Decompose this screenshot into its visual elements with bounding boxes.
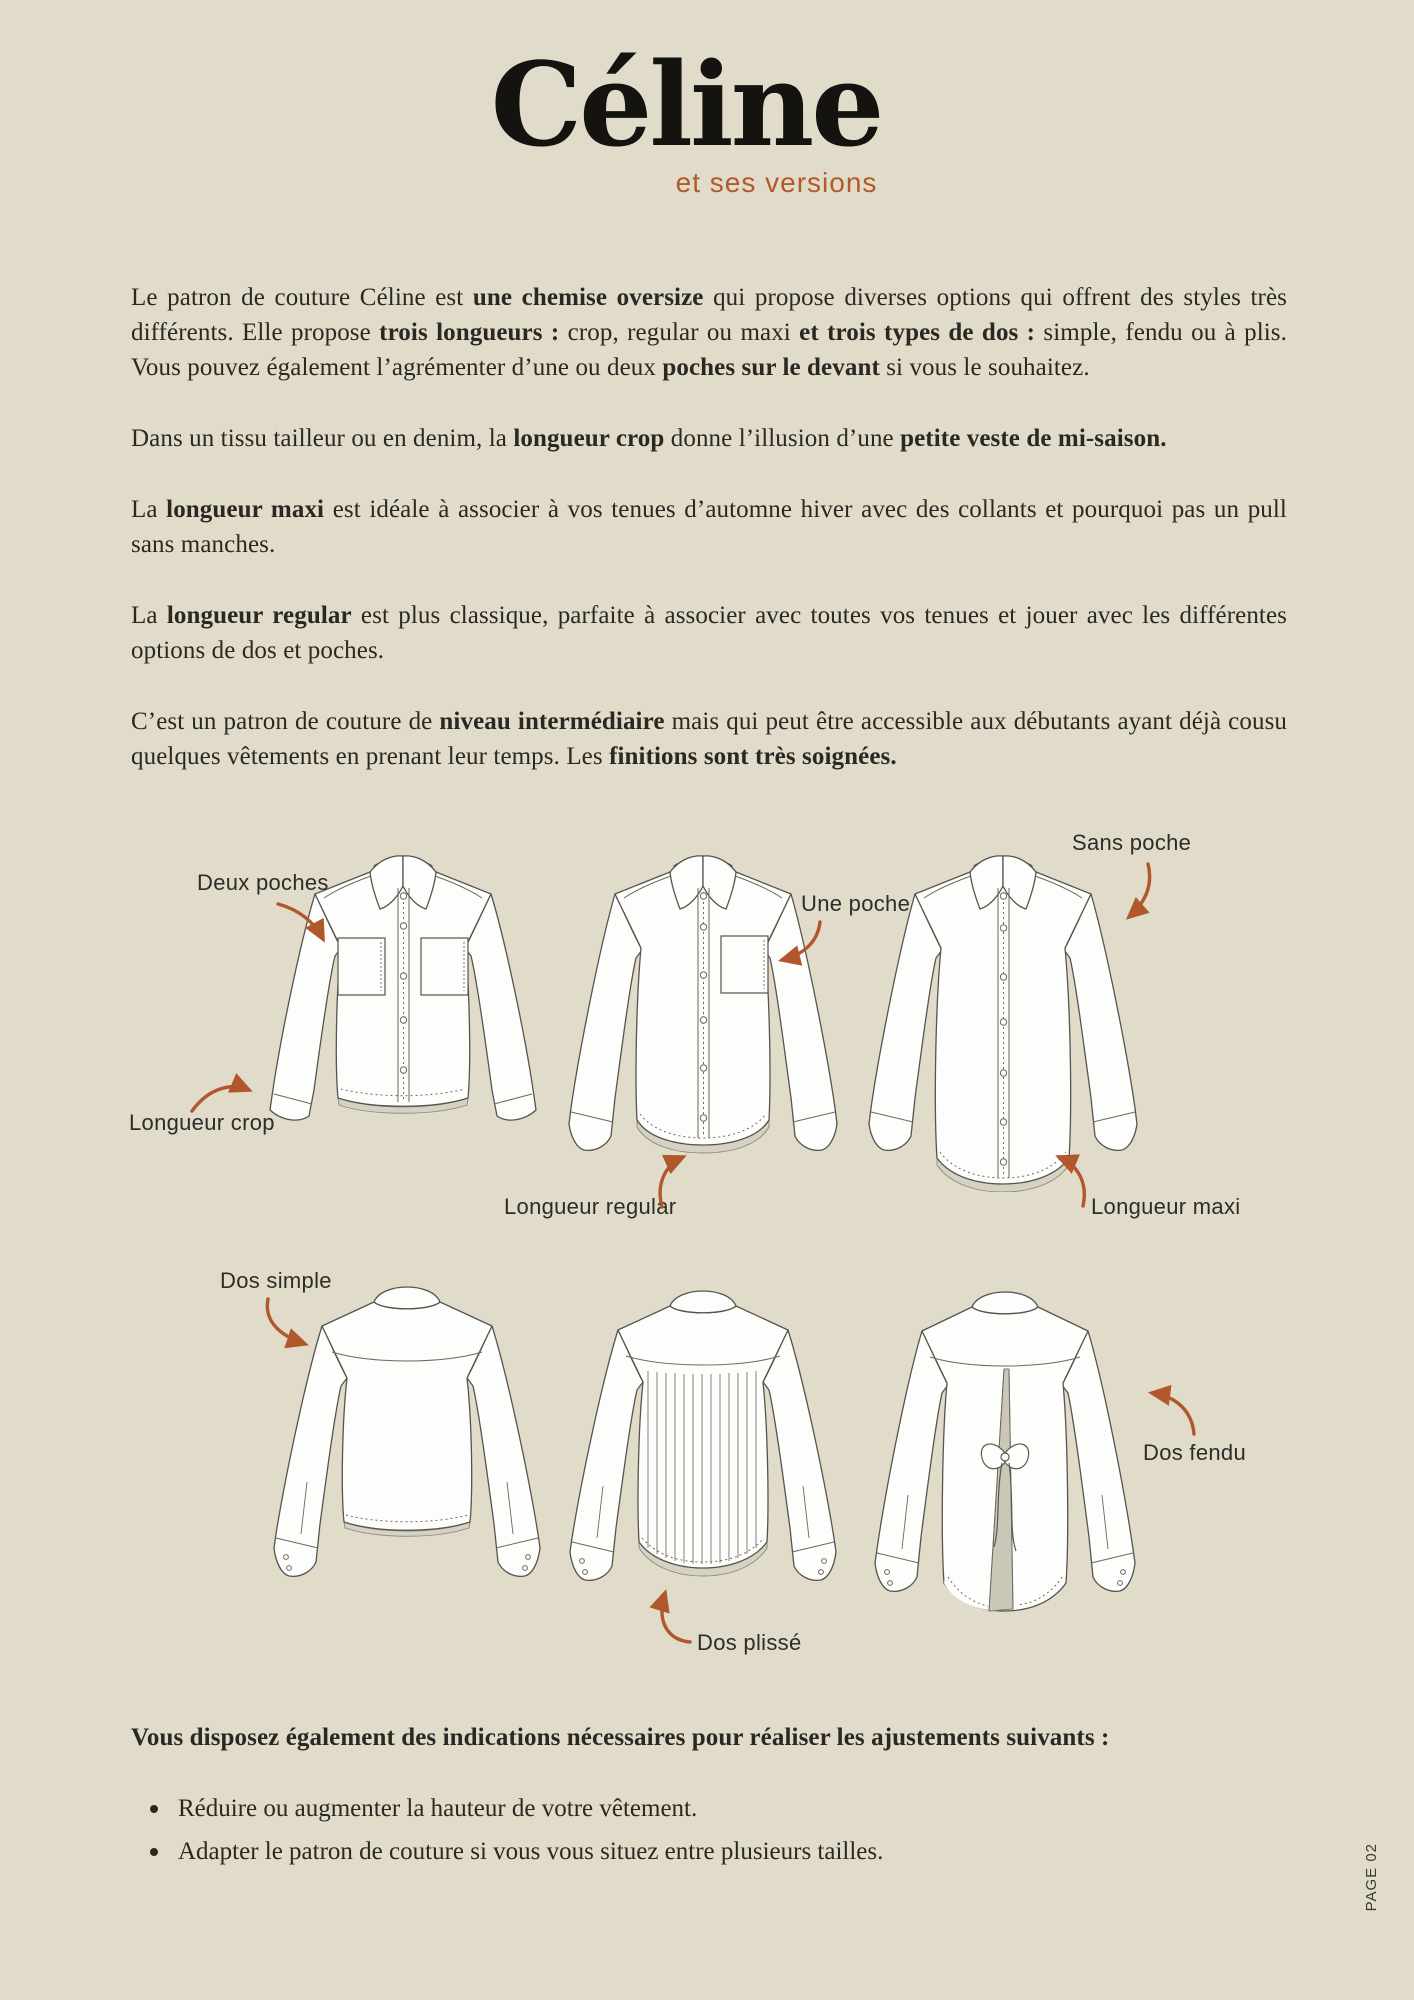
arrow-dos-simple-icon (260, 1293, 316, 1351)
paragraph-regular: La longueur regular est plus classique, parfaite à associer avec toutes vos tenues et jouer avec les différentes options de dos et poches. (131, 602, 1287, 664)
shirt-front-regular-illustration (568, 852, 838, 1154)
paragraph-crop: Dans un tissu tailleur ou en denim, la longueur crop donne l’illusion d’une petite veste de mi-saison. (131, 425, 1167, 452)
logo-celine: Céline (490, 38, 882, 173)
page-number: PAGE 02 (1363, 1843, 1380, 1912)
adjustments-list (138, 1792, 1138, 1878)
shirt-back-split-illustration (872, 1281, 1138, 1625)
arrow-sans-poche-icon (1116, 858, 1160, 926)
label-deux-poches: Deux poches (197, 870, 329, 895)
logo-tagline: et ses versions (675, 166, 878, 198)
label-dos-fendu: Dos fendu (1143, 1440, 1246, 1465)
intro-text (131, 280, 1287, 810)
arrow-longueur-crop-icon (186, 1076, 258, 1118)
paragraph-overview: Le patron de couture Céline est une chemise oversize qui propose diverses options qui offrent des styles très différents. Elle propose trois longueurs : crop, regular ou maxi et trois types de dos : simple, fendu ou à plis. Vous pouvez également l’agrémenter d’une ou deux poches sur le devant si vous le souhaitez. (131, 284, 1288, 381)
arrow-dos-plisse-icon (650, 1584, 702, 1648)
paragraph-level: C’est un patron de couture de niveau intermédiaire mais qui peut être accessible aux débutants ayant déjà cousu quelques vêtements en prenant leur temps. Les finitions sont très soignées. (131, 708, 1288, 770)
label-dos-plisse: Dos plissé (697, 1630, 802, 1655)
shirt-back-pleated-illustration (568, 1280, 838, 1588)
label-une-poche: Une poche (801, 891, 911, 916)
label-longueur-regular: Longueur regular (504, 1194, 677, 1219)
arrow-dos-fendu-icon (1140, 1386, 1200, 1440)
paragraph-maxi: La longueur maxi est idéale à associer à vos tenues d’automne hiver avec des collants et pourquoi pas un pull sans manches. (131, 496, 1287, 558)
arrow-deux-poches-icon (272, 896, 332, 951)
brand-header (490, 38, 882, 199)
label-sans-poche: Sans poche (1072, 830, 1192, 855)
adjustments-heading: Vous disposez également des indications nécessaires pour réaliser les ajustements suivants : (131, 1724, 1110, 1751)
arrow-longueur-regular-icon (652, 1150, 704, 1212)
list-item: Adapter le patron de couture si vous vous situez entre plusieurs tailles. (138, 1835, 1138, 1869)
arrow-une-poche-icon (772, 916, 828, 968)
label-longueur-maxi: Longueur maxi (1091, 1194, 1241, 1219)
label-longueur-crop: Longueur crop (129, 1110, 275, 1135)
list-item: Réduire ou augmenter la hauteur de votre vêtement. (138, 1792, 1138, 1826)
arrow-longueur-maxi-icon (1044, 1150, 1092, 1210)
label-dos-simple: Dos simple (220, 1268, 332, 1293)
